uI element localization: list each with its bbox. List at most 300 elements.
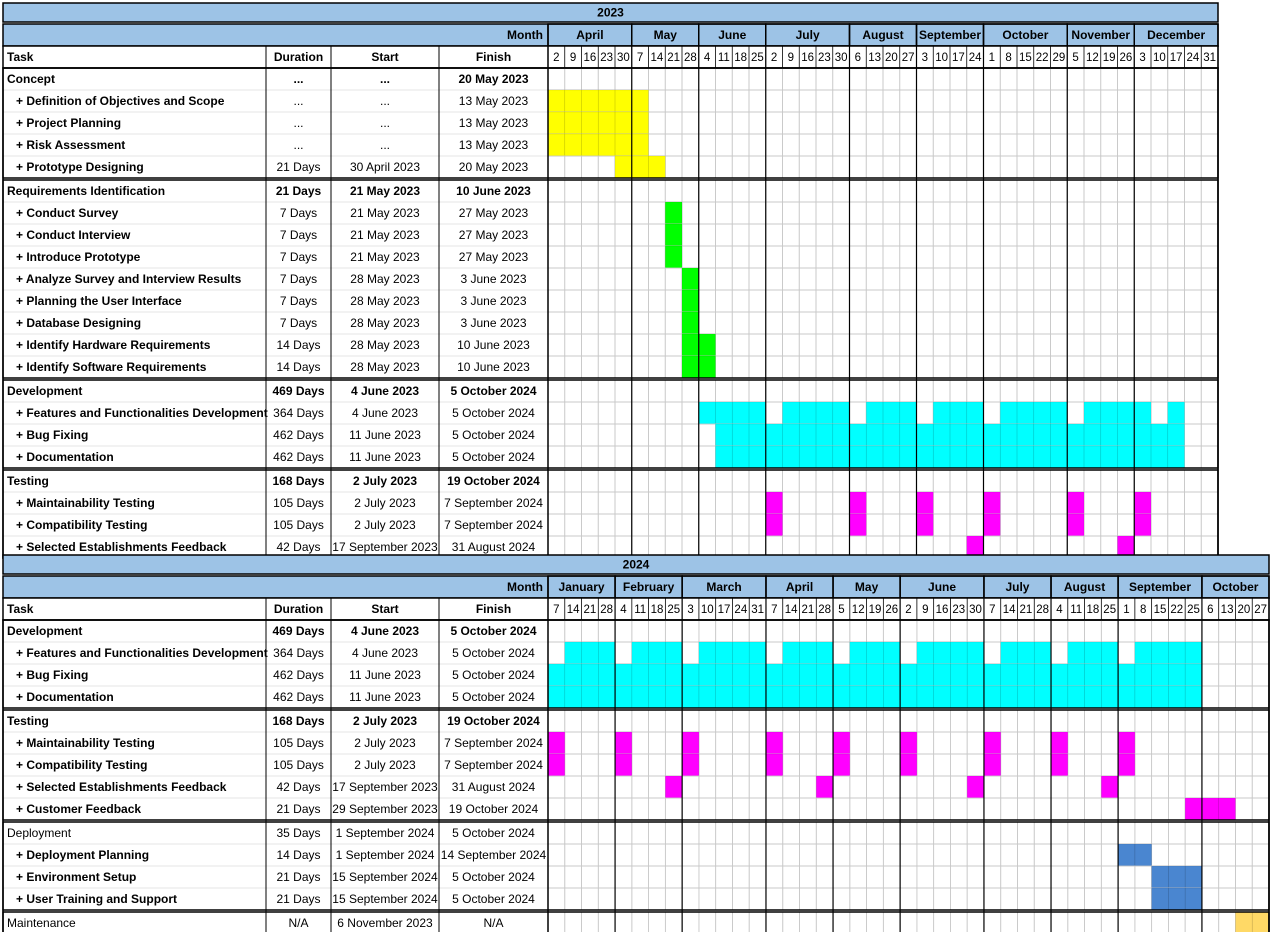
- grid-cell: [950, 290, 967, 312]
- finish-header: Finish: [475, 602, 512, 617]
- grid-cell: [883, 246, 900, 268]
- grid-cell: [716, 224, 733, 246]
- grid-cell: [1118, 514, 1135, 536]
- grid-cell: [1168, 822, 1185, 844]
- grid-cell: [1085, 844, 1102, 866]
- task-name: + Analyze Survey and Interview Results: [16, 272, 242, 287]
- grid-cell: [850, 202, 867, 224]
- grid-cell: [800, 776, 817, 798]
- grid-cell: [783, 888, 800, 910]
- grid-cell: [1202, 620, 1219, 642]
- week-label: 24: [1186, 52, 1200, 65]
- grid-cell: [883, 798, 900, 820]
- grid-cell: [1118, 246, 1135, 268]
- grid-cell: [900, 492, 917, 514]
- grid-cell: [967, 68, 984, 90]
- grid-cell: [665, 620, 682, 642]
- grid-cell: [1051, 290, 1068, 312]
- grid-cell: [1101, 620, 1118, 642]
- grid-cell: [582, 246, 599, 268]
- month-label-july: July: [1005, 580, 1030, 595]
- grid-cell: [866, 514, 883, 536]
- gantt-bar: [850, 514, 867, 536]
- grid-cell: [1201, 246, 1218, 268]
- grid-cell: [598, 224, 615, 246]
- grid-cell: [1118, 888, 1135, 910]
- grid-cell: [866, 68, 883, 90]
- grid-cell: [1084, 514, 1101, 536]
- grid-cell: [950, 492, 967, 514]
- grid-cell: [1068, 710, 1085, 732]
- grid-cell: [598, 180, 615, 202]
- grid-cell: [816, 492, 833, 514]
- grid-cell: [1201, 424, 1218, 446]
- grid-cell: [1017, 246, 1034, 268]
- grid-cell: [716, 844, 733, 866]
- grid-cell: [1000, 290, 1017, 312]
- grid-cell: [934, 710, 951, 732]
- grid-cell: [1101, 492, 1118, 514]
- grid-cell: [732, 246, 749, 268]
- task-name: + Risk Assessment: [16, 138, 126, 153]
- week-label: 2: [905, 604, 912, 617]
- grid-cell: [1151, 246, 1168, 268]
- grid-cell: [732, 888, 749, 910]
- grid-cell: [732, 224, 749, 246]
- grid-cell: [1000, 90, 1017, 112]
- grid-cell: [783, 380, 800, 402]
- task-finish: 5 October 2024: [452, 690, 535, 705]
- grid-cell: [1235, 776, 1252, 798]
- gantt-bar: [850, 492, 867, 514]
- grid-cell: [598, 402, 615, 424]
- task-start: 4 June 2023: [350, 384, 420, 399]
- grid-cell: [699, 268, 716, 290]
- grid-cell: [1118, 822, 1135, 844]
- grid-cell: [1185, 514, 1202, 536]
- grid-cell: [565, 312, 582, 334]
- grid-cell: [1101, 822, 1118, 844]
- grid-cell: [716, 754, 733, 776]
- grid-cell: [649, 866, 666, 888]
- grid-cell: [950, 180, 967, 202]
- task-duration: 35 Days: [276, 826, 321, 841]
- grid-cell: [1051, 312, 1068, 334]
- gantt-bar: [1134, 514, 1151, 536]
- grid-cell: [1151, 224, 1168, 246]
- grid-cell: [984, 334, 1001, 356]
- grid-cell: [833, 156, 850, 178]
- gantt-bar: [967, 776, 984, 798]
- grid-cell: [632, 424, 649, 446]
- grid-cell: [917, 156, 934, 178]
- grid-cell: [615, 798, 632, 820]
- task-finish: 5 October 2024: [452, 826, 535, 841]
- task-duration: 21 Days: [275, 184, 322, 199]
- grid-cell: [699, 290, 716, 312]
- week-label: 4: [620, 604, 627, 617]
- grid-cell: [598, 620, 615, 642]
- task-name: + User Training and Support: [16, 892, 178, 907]
- grid-cell: [1118, 112, 1135, 134]
- grid-cell: [615, 912, 632, 932]
- duration-header: Duration: [273, 50, 324, 65]
- grid-cell: [632, 620, 649, 642]
- week-label: 25: [1103, 604, 1117, 617]
- grid-cell: [883, 470, 900, 492]
- task-duration: 168 Days: [272, 474, 325, 489]
- grid-cell: [783, 268, 800, 290]
- gantt-bar: [1134, 492, 1151, 514]
- year-label: 2024: [622, 557, 650, 572]
- grid-cell: [816, 334, 833, 356]
- grid-cell: [732, 290, 749, 312]
- task-finish: 5 October 2024: [452, 406, 535, 421]
- grid-cell: [1084, 202, 1101, 224]
- grid-cell: [632, 732, 649, 754]
- grid-cell: [950, 156, 967, 178]
- gantt-bar: [917, 492, 934, 514]
- grid-cell: [967, 180, 984, 202]
- grid-cell: [649, 492, 666, 514]
- grid-cell: [900, 888, 917, 910]
- grid-cell: [1252, 776, 1269, 798]
- grid-cell: [1084, 290, 1101, 312]
- grid-cell: [850, 402, 867, 424]
- grid-cell: [900, 90, 917, 112]
- grid-cell: [632, 202, 649, 224]
- grid-cell: [984, 866, 1001, 888]
- grid-cell: [732, 134, 749, 156]
- grid-cell: [984, 134, 1001, 156]
- grid-cell: [699, 514, 716, 536]
- grid-cell: [850, 90, 867, 112]
- grid-cell: [565, 620, 582, 642]
- grid-cell: [1168, 620, 1185, 642]
- grid-cell: [1068, 754, 1085, 776]
- grid-cell: [1000, 380, 1017, 402]
- grid-cell: [883, 312, 900, 334]
- grid-cell: [565, 710, 582, 732]
- grid-cell: [867, 866, 884, 888]
- grid-cell: [1152, 912, 1169, 932]
- grid-cell: [632, 710, 649, 732]
- grid-cell: [1134, 180, 1151, 202]
- grid-cell: [1034, 620, 1051, 642]
- grid-cell: [900, 844, 917, 866]
- grid-cell: [682, 446, 699, 468]
- week-label: 15: [1153, 604, 1167, 617]
- grid-cell: [615, 424, 632, 446]
- week-label: 14: [1002, 604, 1016, 617]
- grid-cell: [1219, 686, 1236, 708]
- grid-cell: [900, 776, 917, 798]
- grid-cell: [1118, 290, 1135, 312]
- grid-cell: [1034, 912, 1051, 932]
- grid-cell: [1017, 90, 1034, 112]
- grid-cell: [850, 180, 867, 202]
- grid-cell: [1000, 112, 1017, 134]
- month-label-december: December: [1147, 28, 1206, 43]
- grid-cell: [749, 844, 766, 866]
- grid-cell: [1084, 492, 1101, 514]
- task-start: ...: [379, 116, 391, 131]
- grid-cell: [1001, 732, 1018, 754]
- grid-cell: [699, 912, 716, 932]
- grid-cell: [1152, 710, 1169, 732]
- section-2023: [3, 3, 1218, 558]
- grid-cell: [1000, 68, 1017, 90]
- grid-cell: [682, 470, 699, 492]
- grid-cell: [716, 866, 733, 888]
- grid-cell: [816, 822, 833, 844]
- grid-cell: [1151, 334, 1168, 356]
- grid-cell: [615, 822, 632, 844]
- grid-cell: [1051, 798, 1068, 820]
- task-duration: ...: [293, 138, 304, 153]
- task-duration: 364 Days: [273, 406, 324, 421]
- grid-cell: [799, 180, 816, 202]
- grid-cell: [1118, 776, 1135, 798]
- grid-cell: [682, 822, 699, 844]
- grid-cell: [1235, 866, 1252, 888]
- grid-cell: [1134, 112, 1151, 134]
- grid-cell: [1084, 268, 1101, 290]
- grid-cell: [867, 620, 884, 642]
- grid-cell: [632, 180, 649, 202]
- gantt-bar: [1051, 754, 1068, 776]
- grid-cell: [1168, 470, 1185, 492]
- task-finish: 10 June 2023: [457, 360, 530, 375]
- task-duration: ...: [293, 72, 304, 87]
- grid-cell: [1017, 866, 1034, 888]
- task-finish: 10 June 2023: [457, 338, 530, 353]
- task-start: 28 May 2023: [350, 294, 420, 309]
- grid-cell: [816, 470, 833, 492]
- grid-cell: [565, 290, 582, 312]
- gantt-bar: [866, 402, 916, 424]
- grid-cell: [1168, 202, 1185, 224]
- grid-cell: [816, 90, 833, 112]
- grid-cell: [732, 202, 749, 224]
- grid-cell: [816, 290, 833, 312]
- task-name: + Prototype Designing: [16, 160, 144, 175]
- task-finish: 27 May 2023: [458, 228, 529, 243]
- grid-cell: [850, 334, 867, 356]
- grid-cell: [565, 844, 582, 866]
- grid-cell: [866, 334, 883, 356]
- grid-cell: [917, 380, 934, 402]
- grid-cell: [1185, 424, 1202, 446]
- grid-cell: [682, 246, 699, 268]
- grid-cell: [582, 356, 599, 378]
- task-start: 11 June 2023: [349, 450, 421, 465]
- grid-cell: [967, 134, 984, 156]
- grid-cell: [1101, 112, 1118, 134]
- grid-cell: [1135, 822, 1152, 844]
- grid-cell: [749, 866, 766, 888]
- grid-cell: [1201, 334, 1218, 356]
- grid-cell: [649, 202, 666, 224]
- grid-cell: [716, 180, 733, 202]
- grid-cell: [967, 156, 984, 178]
- grid-cell: [632, 334, 649, 356]
- grid-cell: [1185, 180, 1202, 202]
- week-label: 14: [784, 604, 798, 617]
- task-finish: 7 September 2024: [444, 496, 543, 511]
- grid-cell: [548, 776, 565, 798]
- task-duration: 14 Days: [276, 848, 321, 863]
- grid-cell: [867, 798, 884, 820]
- grid-cell: [833, 866, 850, 888]
- grid-cell: [1017, 844, 1034, 866]
- grid-cell: [950, 822, 967, 844]
- grid-cell: [582, 798, 599, 820]
- grid-cell: [565, 334, 582, 356]
- task-finish: 31 August 2024: [451, 780, 536, 795]
- grid-cell: [548, 642, 565, 664]
- grid-cell: [783, 112, 800, 134]
- task-start: 1 September 2024: [335, 826, 435, 841]
- grid-cell: [548, 798, 565, 820]
- grid-cell: [1034, 156, 1051, 178]
- grid-cell: [548, 402, 565, 424]
- task-duration: ...: [293, 116, 304, 131]
- grid-cell: [649, 290, 666, 312]
- task-start: 21 May 2023: [350, 206, 420, 221]
- grid-cell: [1135, 776, 1152, 798]
- grid-cell: [1084, 380, 1101, 402]
- grid-cell: [565, 202, 582, 224]
- grid-cell: [833, 202, 850, 224]
- grid-cell: [766, 620, 783, 642]
- grid-cell: [950, 710, 967, 732]
- grid-cell: [1118, 312, 1135, 334]
- grid-cell: [883, 710, 900, 732]
- week-label: 6: [1207, 604, 1214, 617]
- task-finish: 13 May 2023: [458, 138, 529, 153]
- grid-cell: [867, 754, 884, 776]
- grid-cell: [1101, 290, 1118, 312]
- grid-cell: [866, 90, 883, 112]
- grid-cell: [565, 402, 582, 424]
- start-header: Start: [371, 50, 399, 65]
- grid-cell: [850, 754, 867, 776]
- group-border: [3, 912, 1269, 932]
- grid-cell: [565, 866, 582, 888]
- grid-cell: [1151, 514, 1168, 536]
- grid-cell: [1085, 866, 1102, 888]
- grid-cell: [1118, 470, 1135, 492]
- gantt-bar: [984, 514, 1001, 536]
- grid-cell: [615, 356, 632, 378]
- grid-cell: [766, 334, 783, 356]
- task-start: 28 May 2023: [350, 338, 420, 353]
- grid-cell: [732, 798, 749, 820]
- grid-cell: [934, 754, 951, 776]
- grid-cell: [1017, 776, 1034, 798]
- grid-cell: [1201, 446, 1218, 468]
- grid-cell: [615, 776, 632, 798]
- grid-cell: [649, 470, 666, 492]
- grid-cell: [1034, 134, 1051, 156]
- grid-cell: [1000, 180, 1017, 202]
- grid-cell: [699, 134, 716, 156]
- grid-cell: [917, 620, 934, 642]
- grid-cell: [1034, 866, 1051, 888]
- week-label: 1: [988, 52, 996, 65]
- grid-cell: [1152, 620, 1169, 642]
- grid-cell: [1101, 844, 1118, 866]
- grid-cell: [1017, 620, 1034, 642]
- grid-cell: [1034, 844, 1051, 866]
- grid-cell: [1034, 888, 1051, 910]
- task-duration: 105 Days: [273, 736, 324, 751]
- grid-cell: [1101, 268, 1118, 290]
- gantt-bar: [1185, 798, 1235, 820]
- grid-cell: [783, 732, 800, 754]
- grid-cell: [1135, 798, 1152, 820]
- task-name: + Compatibility Testing: [16, 758, 148, 773]
- grid-cell: [1185, 446, 1202, 468]
- grid-cell: [716, 732, 733, 754]
- gantt-bar: [1152, 866, 1202, 888]
- gantt-bar: [1118, 754, 1135, 776]
- grid-cell: [800, 844, 817, 866]
- week-label: 12: [851, 604, 865, 617]
- grid-cell: [766, 798, 783, 820]
- grid-cell: [565, 888, 582, 910]
- grid-cell: [632, 822, 649, 844]
- gantt-bar: [632, 642, 682, 664]
- grid-cell: [933, 356, 950, 378]
- grid-cell: [598, 156, 615, 178]
- task-duration: 462 Days: [273, 668, 324, 683]
- grid-cell: [1034, 312, 1051, 334]
- gantt-bar: [917, 514, 934, 536]
- task-duration: 469 Days: [272, 624, 325, 639]
- grid-cell: [649, 776, 666, 798]
- grid-cell: [984, 202, 1001, 224]
- task-finish: 5 October 2024: [452, 668, 535, 683]
- grid-cell: [984, 470, 1001, 492]
- grid-cell: [984, 180, 1001, 202]
- grid-cell: [665, 492, 682, 514]
- grid-cell: [867, 888, 884, 910]
- gantt-bar: [984, 732, 1001, 754]
- week-label: 26: [1119, 52, 1133, 65]
- task-name: Testing: [7, 474, 49, 489]
- grid-cell: [766, 888, 783, 910]
- week-label: 26: [885, 604, 899, 617]
- grid-cell: [649, 90, 666, 112]
- grid-cell: [716, 776, 733, 798]
- grid-cell: [883, 180, 900, 202]
- week-label: 3: [687, 604, 694, 617]
- grid-cell: [1168, 268, 1185, 290]
- grid-cell: [598, 424, 615, 446]
- grid-cell: [649, 180, 666, 202]
- grid-cell: [1235, 844, 1252, 866]
- week-label: 10: [935, 52, 949, 65]
- week-label: 17: [951, 52, 965, 65]
- grid-cell: [1185, 334, 1202, 356]
- grid-cell: [799, 312, 816, 334]
- grid-cell: [1134, 356, 1151, 378]
- grid-cell: [850, 776, 867, 798]
- grid-cell: [867, 732, 884, 754]
- month-header-label: Month: [507, 28, 543, 43]
